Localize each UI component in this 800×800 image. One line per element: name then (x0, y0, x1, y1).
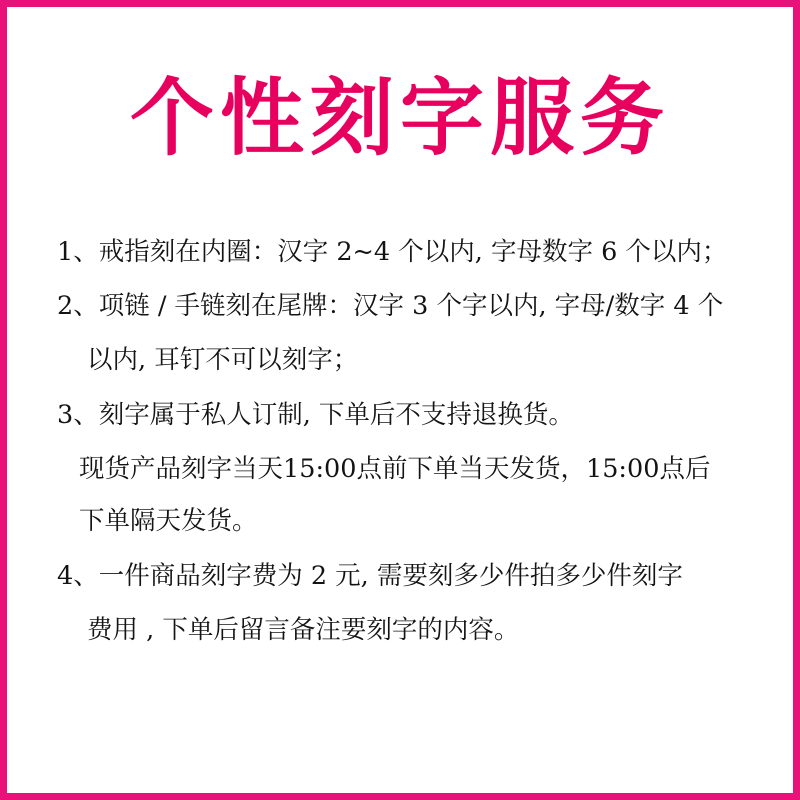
rule-item-4-continued: 费用 , 下单后留言备注要刻字的内容。 (87, 615, 520, 646)
poster-content (7, 7, 793, 793)
shipping-note-line-2: 下单隔天发货。 (79, 505, 258, 536)
rule-item-1: 1、戒指刻在内圈：汉字 2~4 个以内, 字母数字 6 个以内； (57, 236, 728, 267)
rule-item-2: 2、项链 / 手链刻在尾牌：汉字 3 个字以内, 字母/数字 4 个 (57, 291, 724, 322)
rule-item-2-continued: 以内, 耳钉不可以刻字； (87, 345, 359, 376)
rules-list (53, 230, 747, 654)
page-title: 个性刻字服务 (129, 68, 670, 167)
rule-item-4: 4、一件商品刻字费为 2 元, 需要刻多少件拍多少件刻字 (57, 560, 683, 591)
rule-item-3: 3、刻字属于私人订制, 下单后不支持退换货。 (57, 399, 574, 430)
shipping-note-line-1: 现货产品刻字当天15:00点前下单当天发货，15:00点后 (79, 454, 711, 485)
